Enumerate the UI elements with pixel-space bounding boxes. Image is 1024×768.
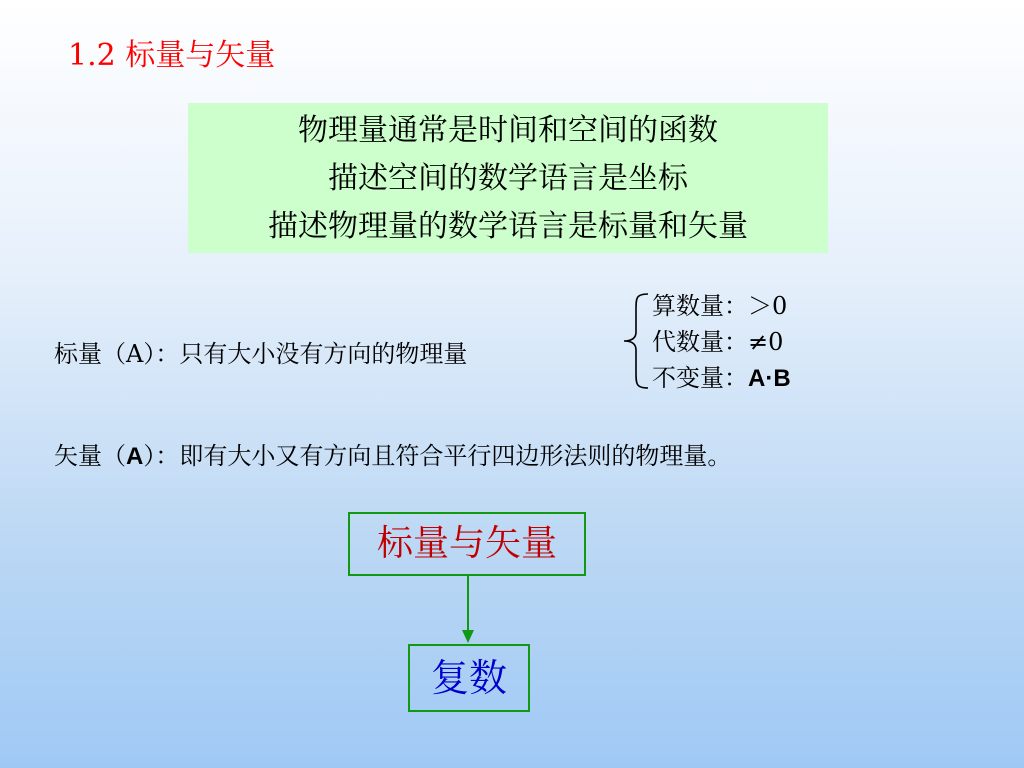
intro-line-3: 描述物理量的数学语言是标量和矢量 — [268, 209, 748, 244]
intro-box — [188, 103, 828, 253]
intro-line-1: 物理量通常是时间和空间的函数 — [298, 113, 718, 148]
scalar-type-arithmetic — [652, 288, 791, 324]
scalar-vector-box: 标量与矢量 — [348, 512, 586, 576]
scalar-type-algebraic — [652, 324, 791, 360]
scalar-type-value: A·B — [748, 365, 791, 392]
scalar-type-label: 不变量： — [652, 364, 748, 392]
scalar-type-label: 算数量： — [652, 292, 748, 320]
scalar-type-value: ≠0 — [748, 328, 784, 356]
complex-number-box: 复数 — [408, 644, 530, 712]
scalar-type-label: 代数量： — [652, 328, 748, 356]
vector-definition — [54, 436, 731, 471]
scalar-type-invariant — [652, 360, 791, 397]
vector-suffix: ）：即有大小又有方向且符合平行四边形法则的物理量。 — [143, 442, 732, 470]
slide-title: 1.2 标量与矢量 — [68, 38, 276, 73]
down-arrow-icon — [456, 576, 480, 644]
vector-symbol: A — [126, 443, 144, 470]
scalar-types-list — [652, 288, 791, 397]
intro-line-2: 描述空间的数学语言是坐标 — [328, 161, 688, 196]
vector-prefix: 矢量（ — [54, 442, 126, 470]
scalar-type-value: ＞0 — [748, 292, 788, 320]
scalar-definition: 标量（A）：只有大小没有方向的物理量 — [54, 340, 468, 368]
